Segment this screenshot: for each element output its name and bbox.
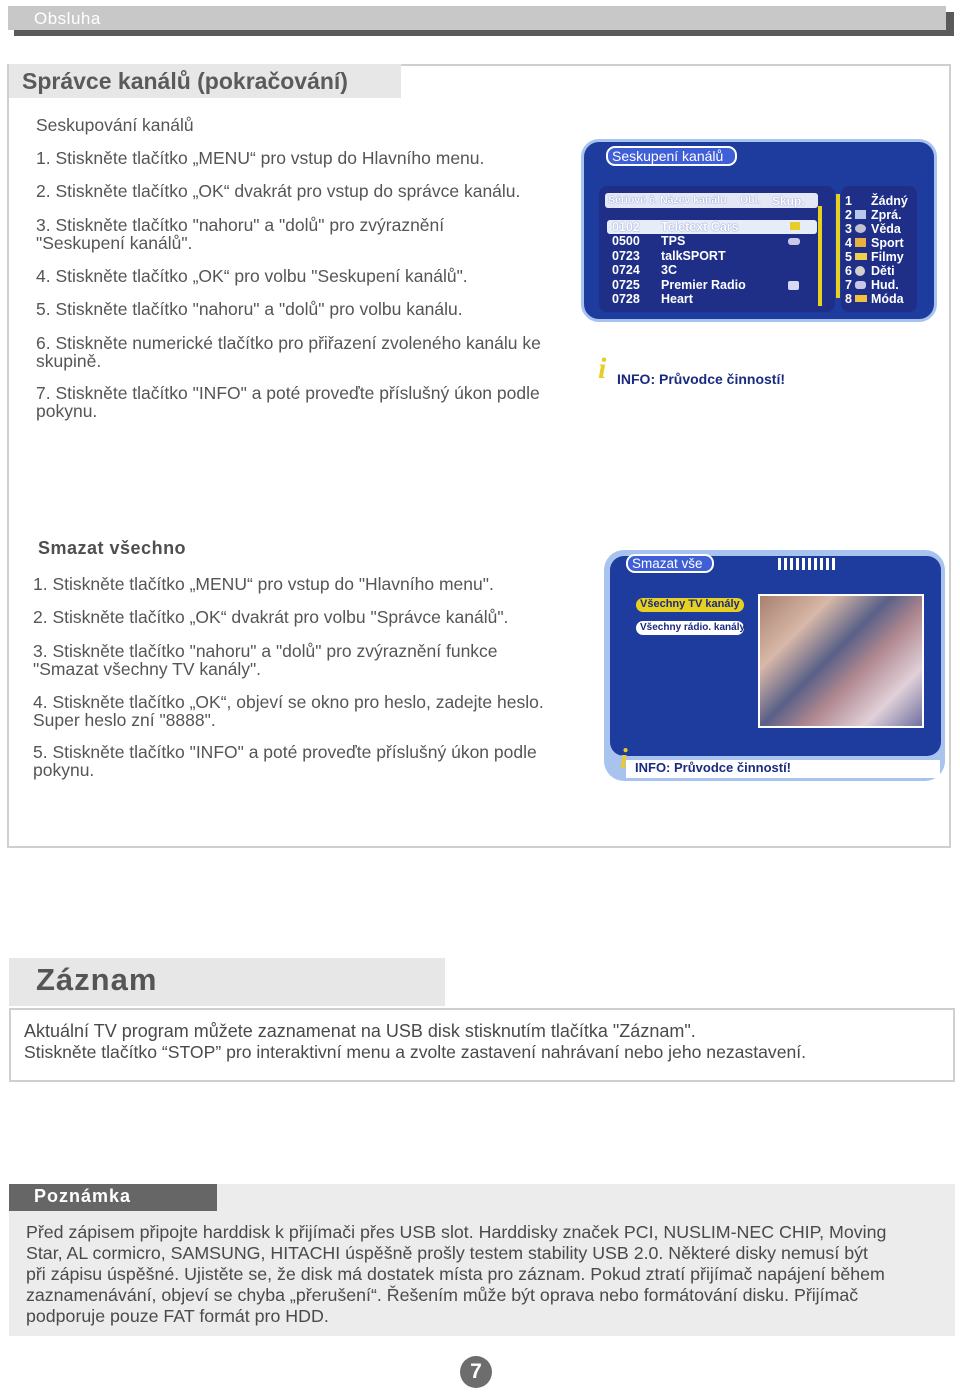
grouping-step-5: 5. Stiskněte tlačítko "nahoru" a "dolů" pro volbu kanálu. <box>36 299 463 319</box>
group-name: Filmy <box>871 250 904 264</box>
fashion-icon <box>855 295 867 302</box>
channel-num: 0724 <box>612 263 640 277</box>
grouping-step-3: 3. Stiskněte tlačítko "nahoru" a "dolů" pro zvýraznění "Seskupení kanálů". <box>36 215 445 253</box>
delete-all-heading: Smazat všechno <box>38 538 187 558</box>
note-line-4: zaznamenávání, objeví se chyba „přerušení“. Řešením může být oprava nebo formátování disku. Přijímač <box>26 1285 859 1305</box>
channel-num: 0725 <box>612 278 640 292</box>
section-title: Správce kanálů (pokračování) <box>22 68 348 94</box>
note-line-1: Před zápisem připojte harddisk k přijímači přes USB slot. Harddisky značek PCI, NUSLIM-NEC CHIP, Moving <box>26 1222 887 1242</box>
group-num: 2 <box>845 208 852 222</box>
group-num: 3 <box>845 222 852 236</box>
channel-name: TPS <box>661 234 686 248</box>
car-icon <box>788 238 800 245</box>
channel-name: talkSPORT <box>661 249 726 263</box>
delete-step-5: 5. Stiskněte tlačítko "INFO" a poté proveďte příslušný úkon podle pokynu. <box>33 742 537 780</box>
grouping-step-4: 4. Stiskněte tlačítko „OK“ pro volbu "Seskupení kanálů". <box>36 266 468 286</box>
col-name: Název kanálu <box>660 194 727 206</box>
col-area: Obl. <box>740 194 761 206</box>
note-line-2: Star, AL cormicro, SAMSUNG, HITACHI úspěšně prošly testem stability USB 2.0. Některé disky nemusí být <box>26 1243 868 1263</box>
group-num: 5 <box>845 250 852 264</box>
grouping-step-6: 6. Stiskněte numerické tlačítko pro přiřazení zvoleného kanálu ke skupině. <box>36 333 541 371</box>
grouping-step-1: 1. Stiskněte tlačítko „MENU“ pro vstup do Hlavního menu. <box>36 148 485 168</box>
news-icon <box>855 210 866 219</box>
group-name: Věda <box>871 222 901 236</box>
info-icon: i <box>598 352 607 385</box>
tv-set-icon <box>790 222 800 230</box>
group-name: Hud. <box>871 278 899 292</box>
col-serial: Sériové č. <box>608 194 658 206</box>
delete-screen-title: Smazat vše <box>626 554 714 573</box>
note-title: Poznámka <box>34 1186 132 1206</box>
channel-num: 0500 <box>612 234 640 248</box>
info-text: INFO: Průvodce činností! <box>617 371 786 387</box>
runner-icon <box>855 238 866 247</box>
note-line-3: při zápisu úspěšné. Ujistěte se, že disk má dostatek místa pro záznam. Pokud ztratí přijímač napájení během <box>26 1264 885 1284</box>
col-group: Skup. <box>772 194 805 208</box>
delete-step-4: 4. Stiskněte tlačítko „OK“, objeví se okno pro heslo, zadejte heslo. Super heslo zní "8888". <box>33 692 544 730</box>
group-num: 4 <box>845 236 852 250</box>
group-num: 7 <box>845 278 852 292</box>
channel-num: 0723 <box>612 249 640 263</box>
group-num: 8 <box>845 292 852 306</box>
grouping-heading: Seskupování kanálů <box>36 115 194 135</box>
group-name: Sport <box>871 236 904 250</box>
record-title: Záznam <box>36 962 158 997</box>
screen-title: Seskupení kanálů <box>606 146 737 166</box>
channel-name: Teletext Cars <box>661 220 739 234</box>
channel-name: Heart <box>661 292 693 306</box>
group-name: Móda <box>871 292 904 306</box>
list-scrollbar[interactable] <box>818 206 822 306</box>
group-scrollbar[interactable] <box>836 194 840 298</box>
note-line-5: podporuje pouze FAT formát pro HDD. <box>26 1306 329 1326</box>
satellite-dish-icon <box>855 224 866 233</box>
channel-name: 3C <box>661 263 677 277</box>
music-icon <box>855 281 866 289</box>
preview-image <box>758 594 924 728</box>
signal-bars-icon <box>778 558 836 570</box>
option-all-tv[interactable]: Všechny TV kanály <box>640 598 740 610</box>
channel-num: 0728 <box>612 292 640 306</box>
info-text: INFO: Průvodce činností! <box>635 760 792 775</box>
info-icon: i <box>620 744 628 775</box>
channel-num: 0102 <box>612 220 640 234</box>
option-all-radio[interactable]: Všechny rádio. kanály <box>640 622 746 633</box>
group-num: 1 <box>845 194 852 208</box>
record-line-1: Aktuální TV program můžete zaznamenat na USB disk stisknutím tlačítka "Záznam". <box>24 1021 696 1041</box>
header-title: Obsluha <box>34 9 101 28</box>
channel-name: Premier Radio <box>661 278 746 292</box>
group-name: Zprá. <box>871 208 902 222</box>
page-number: 7 <box>460 1356 492 1388</box>
group-name: Děti <box>871 264 895 278</box>
grouping-step-7: 7. Stiskněte tlačítko "INFO" a poté proveďte příslušný úkon podle pokynu. <box>36 383 540 421</box>
header-bar <box>8 6 946 30</box>
satellite-icon <box>788 281 799 290</box>
delete-step-1: 1. Stiskněte tlačítko „MENU“ pro vstup do "Hlavního menu". <box>33 574 494 594</box>
record-line-2: Stiskněte tlačítko “STOP” pro interaktivní menu a zvolte zastavení nahrávaní nebo jeho nezastavení. <box>24 1042 807 1062</box>
delete-step-3: 3. Stiskněte tlačítko "nahoru" a "dolů" pro zvýraznění funkce "Smazat všechny TV kanály". <box>33 641 498 679</box>
delete-step-2: 2. Stiskněte tlačítko „OK“ dvakrát pro volbu "Správce kanálů". <box>33 607 509 627</box>
group-num: 6 <box>845 264 852 278</box>
film-icon <box>855 253 867 260</box>
child-icon <box>855 266 865 276</box>
group-name: Žádný <box>871 194 908 208</box>
grouping-step-2: 2. Stiskněte tlačítko „OK“ dvakrát pro vstup do správce kanálu. <box>36 181 521 201</box>
